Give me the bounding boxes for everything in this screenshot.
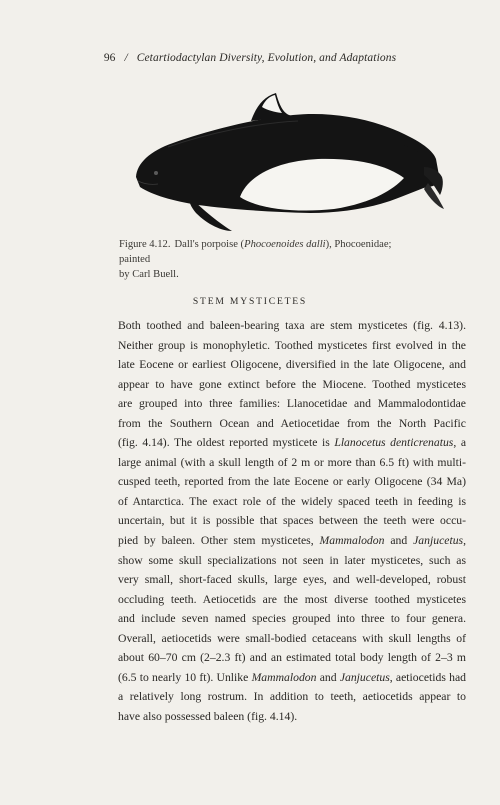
body-line [118,355,466,375]
body-line [118,394,466,414]
porpoise-illustration [128,85,448,235]
body-line [118,375,466,395]
body-line [118,687,466,707]
body-line [118,668,466,688]
taxon-name: Llanocetus denticrenatus [334,436,454,450]
body-line [118,336,466,356]
body-line [118,433,466,453]
figure-caption [119,237,399,282]
body-line [118,472,466,492]
page-number: 96 [103,52,116,64]
caption-run: ), Phocoenidae; painted [119,239,392,265]
body-line [118,609,466,629]
body-line [118,629,466,649]
text-run: Both toothed and baleen-bearing taxa are stem mysticetes (fig. 4.13). [118,319,466,332]
text-run: about 60–70 cm (2–2.3 ft) and an estimated total body length of 2–3 m [118,651,466,665]
text-run: and [316,670,340,684]
text-run: very small, short-faced skulls, large eyes, and well-developed, robust [118,573,466,587]
text-run: late Eocene or earliest Oligocene, diversified in the late Oligocene, and [118,358,466,372]
body-line [118,648,466,668]
text-run: , a [453,436,467,450]
text-run: are grouped into three families: Llanocetidae and Mammalodontidae [118,397,466,411]
text-run: and [384,534,414,548]
body-line [118,707,466,727]
text-run: (6.5 to nearly 10 ft). Unlike [118,670,252,684]
text-run: Neither group is monophyletic. Toothed mysticetes first evolved in the [118,338,466,352]
caption-run: by Carl Buell. [119,269,179,280]
body-line [118,492,466,512]
text-run: , aetiocetids had [389,670,467,684]
taxon-name: Janjucetus [339,670,390,684]
text-run: a relatively long rostrum. In addition to teeth, aetiocetids appear to [118,690,466,704]
section-heading: STEM MYSTICETES [192,296,308,307]
text-run: from the Southern Ocean and Aetiocetidae from the North Pacific [118,416,466,430]
text-run: show some skull specializations not seen in later mysticetes, such as [118,553,466,567]
text-run: cusped teeth, reported from the late Eocene or early Oligocene (34 Ma) [118,475,466,489]
body-line [118,570,466,590]
porpoise-eye [154,171,158,175]
text-run: uncertain, but it is possible that spaces between the teeth were occu- [118,514,466,528]
taxon-name: Mammalodon [251,670,317,684]
caption-species-name: Phocoenoides dalli [244,239,326,250]
running-head-separator: / [124,52,128,64]
running-head [0,52,500,64]
text-run: , [463,534,467,548]
text-run: pied by baleen. Other stem mysticetes, [118,534,320,548]
body-line [118,531,466,551]
body-line [118,551,466,571]
text-run: of Antarctica. The exact role of the widely spaced teeth in feeding is [118,494,466,508]
text-run: appear to have gone extinct before the Miocene. Toothed mysticetes [118,377,466,391]
text-run: occluding teeth. Aetiocetids are the most diverse toothed mysticetes [118,592,466,606]
body-text [118,316,466,726]
body-line [118,316,466,336]
body-line [118,511,466,531]
text-run: have also possessed baleen (fig. 4.14). [118,709,298,723]
body-line [118,590,466,610]
caption-run: Dall's porpoise ( [174,239,245,250]
body-line [118,414,466,434]
body-line [118,453,466,473]
figure-label: Figure 4.12. [119,239,171,250]
taxon-name: Mammalodon [319,534,385,548]
taxon-name: Janjucetus [413,534,464,548]
text-run: (fig. 4.14). The oldest reported mysticete is [118,436,335,450]
text-run: Overall, aetiocetids were small-bodied cetaceans with skull lengths of [118,631,466,645]
text-run: large animal (with a skull length of 2 m or more than 6.5 ft) with multi- [118,455,466,469]
text-run: and include seven named species grouped into three to four genera. [118,612,466,626]
running-title: Cetartiodactylan Diversity, Evolution, and Adaptations [136,52,397,64]
